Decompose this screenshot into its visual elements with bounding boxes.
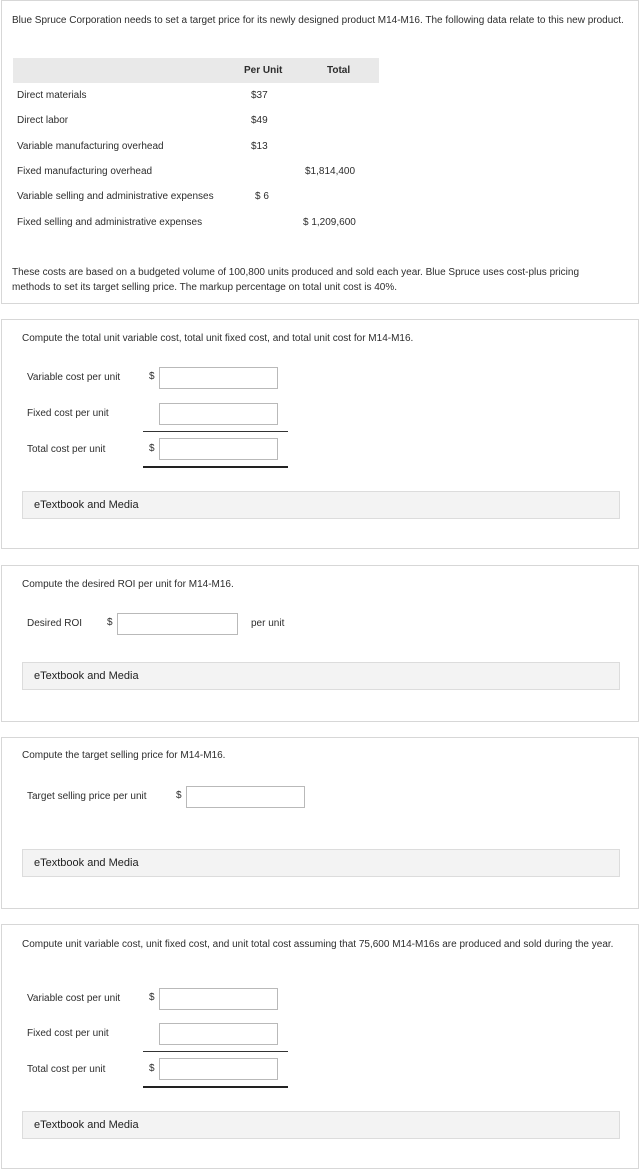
per-unit-suffix: per unit xyxy=(251,618,285,629)
row-per-unit: $ 6 xyxy=(255,191,269,202)
per-unit-header: Per Unit xyxy=(244,65,283,76)
desired-roi-input[interactable] xyxy=(117,613,238,635)
target-price-input[interactable] xyxy=(186,786,305,808)
footer-text: These costs are based on a budgeted volume of 100,800 units produced and sold each year. Blue Spruce uses cost-plus pricing methods to set its target selling price. The markup percentage on total unit cost is 40%. xyxy=(12,267,580,293)
target-price-label: Target selling price per unit xyxy=(27,791,147,802)
currency-symbol: $ xyxy=(149,1063,155,1074)
problem-panel xyxy=(1,0,639,304)
total-rule xyxy=(143,1086,288,1088)
row-label: Direct materials xyxy=(17,90,87,101)
currency-symbol: $ xyxy=(149,443,155,454)
fixed-cost-input[interactable] xyxy=(159,1023,278,1045)
currency-symbol: $ xyxy=(149,371,155,382)
etextbook-media-button[interactable]: eTextbook and Media xyxy=(22,849,620,877)
row-label: Direct labor xyxy=(17,115,69,126)
table-header xyxy=(13,58,379,83)
question-prompt: Compute unit variable cost, unit fixed cost, and unit total cost assuming that 75,600 M14-M16s are produced and sold during the year. xyxy=(22,939,614,950)
variable-cost-input[interactable] xyxy=(159,988,278,1010)
fixed-cost-label: Fixed cost per unit xyxy=(27,1028,109,1039)
variable-cost-label: Variable cost per unit xyxy=(27,993,121,1004)
row-label: Fixed manufacturing overhead xyxy=(17,166,153,177)
question-prompt: Compute the total unit variable cost, total unit fixed cost, and total unit cost for M14-M16. xyxy=(22,333,414,344)
currency-symbol: $ xyxy=(149,992,155,1003)
total-rule xyxy=(143,466,288,468)
question-prompt: Compute the target selling price for M14-M16. xyxy=(22,750,226,761)
row-label: Variable manufacturing overhead xyxy=(17,141,164,152)
row-total: $ 1,209,600 xyxy=(303,217,356,228)
question-prompt: Compute the desired ROI per unit for M14-M16. xyxy=(22,579,234,590)
fixed-cost-label: Fixed cost per unit xyxy=(27,408,109,419)
subtotal-rule xyxy=(143,431,288,432)
etextbook-media-button[interactable]: eTextbook and Media xyxy=(22,491,620,519)
total-cost-input[interactable] xyxy=(159,1058,278,1080)
desired-roi-label: Desired ROI xyxy=(27,618,83,629)
intro-text: Blue Spruce Corporation needs to set a target price for its newly designed product M14-M16. The following data relate to this new product. xyxy=(12,15,624,26)
total-cost-input[interactable] xyxy=(159,438,278,460)
currency-symbol: $ xyxy=(107,617,113,628)
row-label: Fixed selling and administrative expenses xyxy=(17,217,203,228)
etextbook-media-button[interactable]: eTextbook and Media xyxy=(22,1111,620,1139)
fixed-cost-input[interactable] xyxy=(159,403,278,425)
desired-roi-panel xyxy=(1,565,639,722)
row-label: Variable selling and administrative expenses xyxy=(17,191,214,202)
currency-symbol: $ xyxy=(176,790,182,801)
variable-cost-label: Variable cost per unit xyxy=(27,372,121,383)
row-per-unit: $37 xyxy=(251,90,268,101)
target-price-panel xyxy=(1,737,639,909)
total-header: Total xyxy=(327,65,351,76)
variable-cost-input[interactable] xyxy=(159,367,278,389)
row-per-unit: $13 xyxy=(251,141,268,152)
unit-cost-panel xyxy=(1,319,639,549)
etextbook-media-button[interactable]: eTextbook and Media xyxy=(22,662,620,690)
alt-volume-panel xyxy=(1,924,639,1169)
total-cost-label: Total cost per unit xyxy=(27,1064,106,1075)
total-cost-label: Total cost per unit xyxy=(27,444,106,455)
row-total: $1,814,400 xyxy=(305,166,356,177)
row-per-unit: $49 xyxy=(251,115,268,126)
subtotal-rule xyxy=(143,1051,288,1052)
